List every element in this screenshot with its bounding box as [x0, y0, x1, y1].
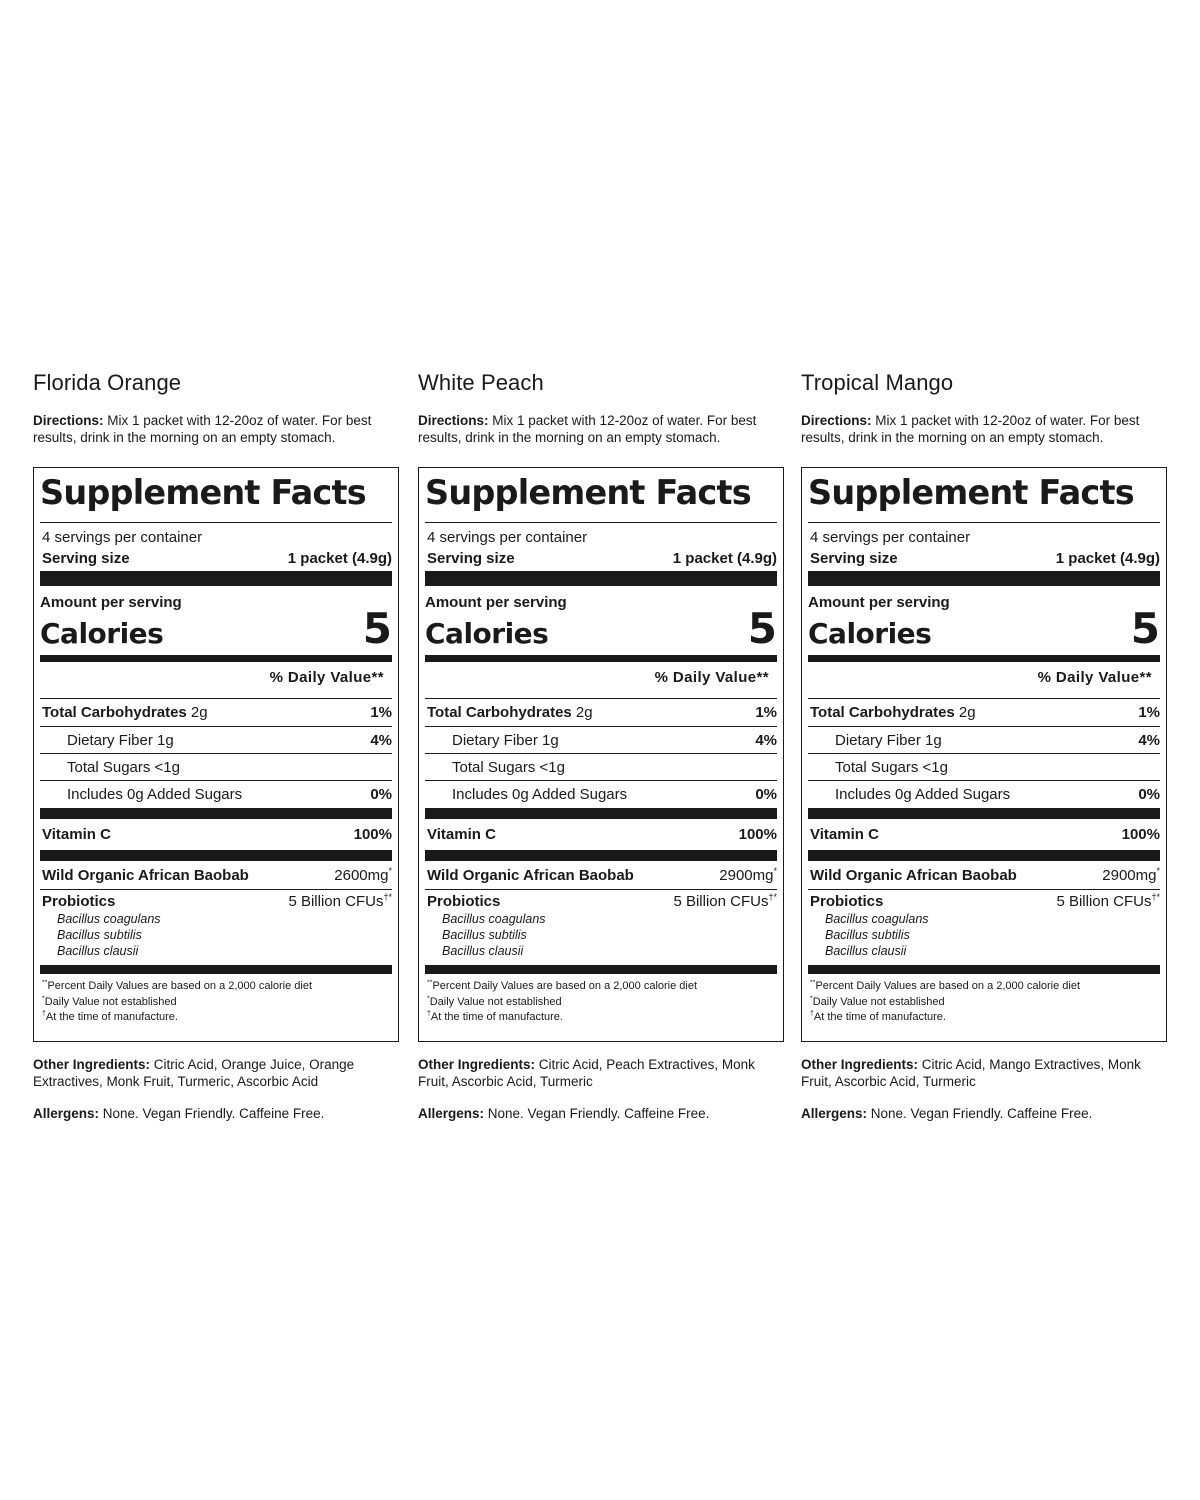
divider-thick: [425, 808, 777, 819]
probiotics-amount-group: [1056, 893, 1160, 910]
carbs-label-group: [42, 704, 208, 721]
sugars-row: [808, 754, 1160, 781]
footnotes: [425, 979, 777, 1026]
panel-title: Supplement Facts: [425, 468, 777, 523]
servings-per-container: 4 servings per container: [810, 529, 971, 546]
probiotics-row: [40, 890, 392, 910]
baobab-amount-group: [334, 867, 392, 884]
calories-row: [808, 604, 1160, 653]
vitamin-c-dv: 100%: [353, 826, 392, 843]
allergens: [33, 1106, 399, 1123]
serving-size-label: Serving size: [42, 550, 130, 567]
footnote: [427, 979, 777, 995]
strain-item: Bacillus clausii: [57, 944, 139, 958]
probiotics-mark: †*: [1151, 892, 1160, 902]
directions: [801, 413, 1167, 447]
baobab-label: Wild Organic African Baobab: [810, 866, 1017, 884]
strain-item: Bacillus subtilis: [825, 928, 910, 942]
carbs-amount: 2g: [571, 704, 593, 721]
probiotics-mark: †*: [383, 892, 392, 902]
serving-size-value: 1 packet (4.9g): [1055, 550, 1160, 567]
fiber-row: [808, 727, 1160, 754]
carbs-dv: 1%: [370, 704, 392, 721]
carbs-row: [808, 699, 1160, 727]
daily-value-header: % Daily Value**: [40, 662, 392, 699]
footnote: [42, 979, 392, 995]
fiber-dv: 4%: [1138, 731, 1160, 749]
footnote-mark: **: [810, 979, 816, 987]
divider-medium: [808, 655, 1160, 662]
footnote-text: At the time of manufacture.: [45, 1011, 178, 1023]
divider-thick: [808, 571, 1160, 586]
footnote-mark: †: [42, 1010, 46, 1018]
panel-title: Supplement Facts: [40, 468, 392, 523]
baobab-mark: *: [773, 865, 777, 876]
fiber-dv: 4%: [370, 731, 392, 749]
allergens-text: None. Vegan Friendly. Caffeine Free.: [867, 1106, 1093, 1121]
supplement-facts-panel: [801, 467, 1167, 1042]
footnote-text: Percent Daily Values are based on a 2,000 calorie diet: [47, 980, 313, 992]
serving-size-value: 1 packet (4.9g): [287, 550, 392, 567]
carbs-dv: 1%: [755, 704, 777, 721]
footnote-text: Daily Value not established: [812, 995, 945, 1008]
probiotic-strains: [425, 911, 777, 962]
allergens: [801, 1106, 1167, 1123]
directions-label: Directions:: [33, 413, 104, 428]
calories-label: Calories: [808, 617, 932, 650]
probiotics-amount-group: [673, 893, 777, 910]
carbs-label-group: [810, 704, 976, 721]
added-sugars-label: Includes 0g Added Sugars: [452, 786, 628, 803]
flavor-title: Florida Orange: [33, 370, 182, 395]
baobab-amount: 2600mg: [334, 866, 389, 884]
footnote-text: Percent Daily Values are based on a 2,000 calorie diet: [815, 980, 1081, 992]
product-column: [33, 368, 399, 1123]
sugars-row: [40, 754, 392, 781]
carbs-amount: 2g: [186, 704, 208, 721]
serving-size-row: [40, 548, 392, 571]
baobab-label: Wild Organic African Baobab: [42, 866, 249, 884]
amount-per-serving: Amount per serving: [425, 594, 567, 611]
ingredients-text: Citric Acid, Mango Extractives, Monk Fruit, Ascorbic Acid, Turmeric: [801, 1057, 1141, 1089]
strain-item: Bacillus coagulans: [57, 912, 161, 926]
directions-text: Mix 1 packet with 12-20oz of water. For best results, drink in the morning on an empty stomach.: [801, 413, 1140, 445]
divider-thick: [40, 571, 392, 586]
divider-thick: [425, 965, 777, 974]
supplement-facts-panel: [418, 467, 784, 1042]
baobab-row: [40, 861, 392, 890]
baobab-label: Wild Organic African Baobab: [427, 866, 634, 884]
serving-size-label: Serving size: [427, 550, 515, 567]
probiotics-amount: 5 Billion CFUs: [1056, 893, 1152, 910]
strain-item: Bacillus clausii: [442, 944, 524, 958]
ingredients-label: Other Ingredients:: [33, 1057, 151, 1072]
footnote-mark: *: [42, 994, 45, 1002]
carbs-amount: 2g: [954, 704, 976, 721]
sugars-row: [425, 754, 777, 781]
serving-size-row: [425, 548, 777, 571]
allergens-label: Allergens:: [418, 1106, 485, 1121]
footnote: [42, 995, 392, 1011]
probiotics-amount: 5 Billion CFUs: [288, 893, 384, 910]
divider-medium: [40, 655, 392, 662]
fiber-label: Dietary Fiber 1g: [67, 731, 174, 749]
fiber-label: Dietary Fiber 1g: [452, 731, 559, 749]
probiotics-label: Probiotics: [42, 893, 116, 910]
probiotics-amount-group: [288, 893, 392, 910]
divider-thick: [40, 850, 392, 861]
footnote-mark: **: [42, 979, 48, 987]
baobab-amount: 2900mg: [1102, 866, 1157, 884]
other-ingredients: [418, 1057, 784, 1090]
flavor-title: White Peach: [418, 370, 544, 395]
ingredients-label: Other Ingredients:: [418, 1057, 536, 1072]
divider-thick: [808, 808, 1160, 819]
probiotic-strains: [808, 911, 1160, 962]
footnote: [810, 979, 1160, 995]
footnote-text: At the time of manufacture.: [813, 1011, 946, 1023]
footnote-text: Daily Value not established: [44, 995, 177, 1008]
vitamin-c-row: [808, 819, 1160, 850]
servings-per-container: 4 servings per container: [42, 529, 203, 546]
probiotics-label: Probiotics: [810, 893, 884, 910]
carbs-row: [425, 699, 777, 727]
added-sugars-dv: 0%: [755, 786, 777, 803]
footnote-mark: *: [810, 994, 813, 1002]
carbs-dv: 1%: [1138, 704, 1160, 721]
ingredients-text: Citric Acid, Peach Extractives, Monk Fruit, Ascorbic Acid, Turmeric: [418, 1057, 755, 1089]
divider-thick: [40, 965, 392, 974]
footnote-mark: †: [810, 1010, 814, 1018]
baobab-amount: 2900mg: [719, 866, 774, 884]
added-sugars-row: [40, 781, 392, 808]
carbs-label-group: [427, 704, 593, 721]
probiotics-mark: †*: [768, 892, 777, 902]
baobab-row: [425, 861, 777, 890]
strain-item: Bacillus coagulans: [442, 912, 546, 926]
amount-per-serving: Amount per serving: [40, 594, 182, 611]
baobab-row: [808, 861, 1160, 890]
footnote: [427, 1010, 777, 1026]
fiber-label: Dietary Fiber 1g: [835, 731, 942, 749]
product-column: [418, 368, 784, 1123]
calories-label: Calories: [425, 617, 549, 650]
strain-item: Bacillus subtilis: [57, 928, 142, 942]
allergens-text: None. Vegan Friendly. Caffeine Free.: [484, 1106, 710, 1121]
footnote-mark: *: [427, 994, 430, 1002]
strain-item: Bacillus clausii: [825, 944, 907, 958]
daily-value-header: % Daily Value**: [425, 662, 777, 699]
serving-size-row: [808, 548, 1160, 571]
added-sugars-dv: 0%: [1138, 786, 1160, 803]
directions-label: Directions:: [801, 413, 872, 428]
sugars-label: Total Sugars <1g: [67, 758, 180, 776]
allergens-label: Allergens:: [33, 1106, 100, 1121]
daily-value-header: % Daily Value**: [808, 662, 1160, 699]
footnote-mark: **: [427, 979, 433, 987]
footnotes: [808, 979, 1160, 1026]
footnote-text: Percent Daily Values are based on a 2,000 calorie diet: [432, 980, 698, 992]
added-sugars-row: [808, 781, 1160, 808]
carbs-label: Total Carbohydrates: [810, 704, 955, 721]
fiber-row: [425, 727, 777, 754]
vitamin-c-dv: 100%: [1121, 826, 1160, 843]
added-sugars-row: [425, 781, 777, 808]
footnote-mark: †: [427, 1010, 431, 1018]
calories-value: 5: [362, 604, 392, 653]
divider-thick: [808, 965, 1160, 974]
other-ingredients: [33, 1057, 399, 1090]
vitamin-c-label: Vitamin C: [42, 826, 111, 843]
vitamin-c-row: [40, 819, 392, 850]
probiotics-label: Probiotics: [427, 893, 501, 910]
footnote: [427, 995, 777, 1011]
footnote: [42, 1010, 392, 1026]
product-column: [801, 368, 1167, 1123]
strain-item: Bacillus subtilis: [442, 928, 527, 942]
allergens-label: Allergens:: [801, 1106, 868, 1121]
fiber-row: [40, 727, 392, 754]
directions-label: Directions:: [418, 413, 489, 428]
baobab-mark: *: [1156, 865, 1160, 876]
flavor-title: Tropical Mango: [801, 370, 954, 395]
servings-per-container: 4 servings per container: [427, 529, 588, 546]
directions: [418, 413, 784, 447]
allergens: [418, 1106, 784, 1123]
calories-row: [40, 604, 392, 653]
vitamin-c-label: Vitamin C: [427, 826, 496, 843]
calories-label: Calories: [40, 617, 164, 650]
added-sugars-label: Includes 0g Added Sugars: [67, 786, 243, 803]
divider-thick: [808, 850, 1160, 861]
strain-item: Bacillus coagulans: [825, 912, 929, 926]
allergens-text: None. Vegan Friendly. Caffeine Free.: [99, 1106, 325, 1121]
vitamin-c-dv: 100%: [738, 826, 777, 843]
serving-size-value: 1 packet (4.9g): [672, 550, 777, 567]
carbs-label: Total Carbohydrates: [427, 704, 572, 721]
fiber-dv: 4%: [755, 731, 777, 749]
calories-value: 5: [747, 604, 777, 653]
divider-thick: [40, 808, 392, 819]
baobab-amount-group: [1102, 867, 1160, 884]
amount-per-serving: Amount per serving: [808, 594, 950, 611]
ingredients-text: Citric Acid, Orange Juice, Orange Extractives, Monk Fruit, Turmeric, Ascorbic Acid: [33, 1057, 355, 1089]
ingredients-label: Other Ingredients:: [801, 1057, 919, 1072]
directions-text: Mix 1 packet with 12-20oz of water. For best results, drink in the morning on an empty stomach.: [418, 413, 757, 445]
vitamin-c-row: [425, 819, 777, 850]
baobab-amount-group: [719, 867, 777, 884]
probiotic-strains: [40, 911, 392, 962]
baobab-mark: *: [388, 865, 392, 876]
calories-row: [425, 604, 777, 653]
serving-size-label: Serving size: [810, 550, 898, 567]
directions: [33, 413, 399, 447]
panel-title: Supplement Facts: [808, 468, 1160, 523]
probiotics-row: [808, 890, 1160, 910]
divider-thick: [425, 850, 777, 861]
carbs-row: [40, 699, 392, 727]
added-sugars-dv: 0%: [370, 786, 392, 803]
footnote: [810, 995, 1160, 1011]
supplement-facts-panel: [33, 467, 399, 1042]
sugars-label: Total Sugars <1g: [452, 758, 565, 776]
footnote-text: Daily Value not established: [429, 995, 562, 1008]
probiotics-amount: 5 Billion CFUs: [673, 893, 769, 910]
sugars-label: Total Sugars <1g: [835, 758, 948, 776]
footnotes: [40, 979, 392, 1026]
divider-medium: [425, 655, 777, 662]
footnote-text: At the time of manufacture.: [430, 1011, 563, 1023]
probiotics-row: [425, 890, 777, 910]
carbs-label: Total Carbohydrates: [42, 704, 187, 721]
vitamin-c-label: Vitamin C: [810, 826, 879, 843]
divider-thick: [425, 571, 777, 586]
other-ingredients: [801, 1057, 1167, 1090]
calories-value: 5: [1130, 604, 1160, 653]
directions-text: Mix 1 packet with 12-20oz of water. For best results, drink in the morning on an empty stomach.: [33, 413, 372, 445]
added-sugars-label: Includes 0g Added Sugars: [835, 786, 1011, 803]
footnote: [810, 1010, 1160, 1026]
